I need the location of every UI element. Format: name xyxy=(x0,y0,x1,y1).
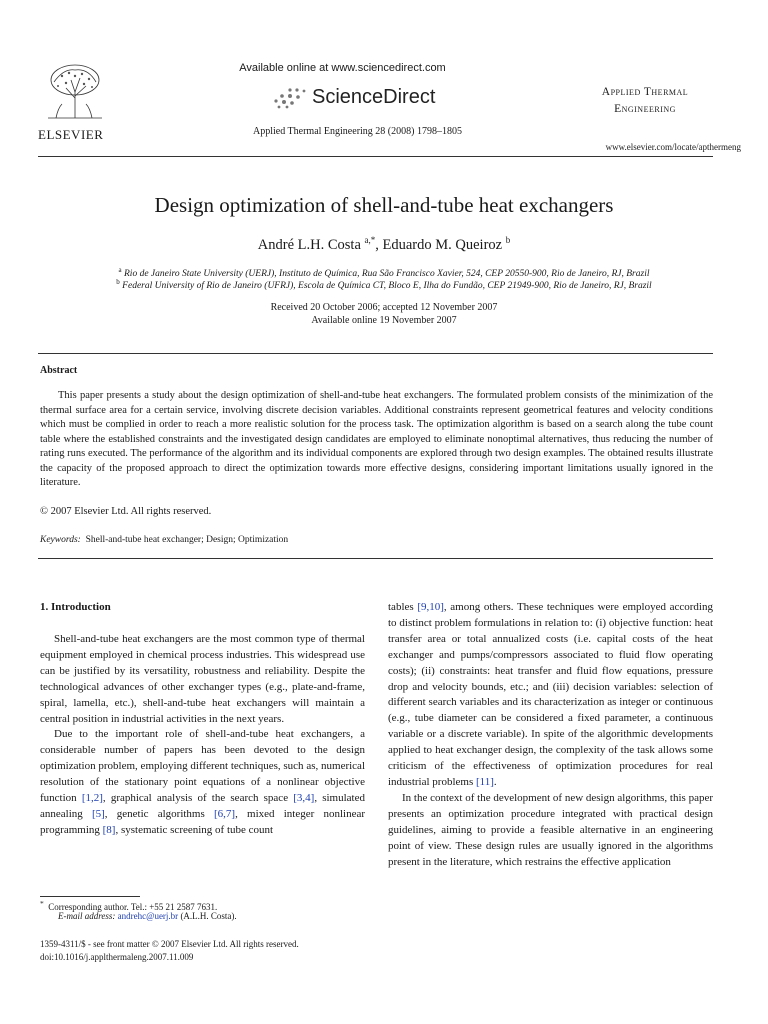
left-column xyxy=(40,632,365,839)
abstract-copyright: © 2007 Elsevier Ltd. All rights reserved. xyxy=(40,506,212,517)
body-text: , graphical analysis of the search space xyxy=(102,792,294,805)
journal-name-line2: Engineering xyxy=(614,103,676,115)
body-paragraph xyxy=(40,727,365,838)
received-date: Received 20 October 2006; accepted 12 November 2007 xyxy=(270,302,498,313)
affiliation-marker: a xyxy=(118,266,122,274)
affiliation-b xyxy=(40,278,728,291)
body-text: Due to the important role of shell-and-tube heat exchangers, a considerable number of papers has been devoted to the design optimization problem, employing different techniques, such as, numerical resolution of the stationary point equations of a nonlinear objective function xyxy=(40,728,365,805)
issn-copyright: 1359-4311/$ - see front matter © 2007 Elsevier Ltd. All rights reserved. xyxy=(40,939,299,949)
available-online-text: Available online at www.sciencedirect.com xyxy=(239,62,446,74)
header-divider xyxy=(38,156,713,157)
body-text: , among others. These techniques were employed according to distinct problem formulations in relation to: (i) objective function: heat transfer area or total annualized costs (i.e. capital costs of the heat exchanger and pumps/compressors associated to fluid flow operating costs); (ii) constraints: heat transfer and fluid flow equations, pressure drop and velocity bounds, etc.; and (iii) decision variables: selection of different search variables and its characterization as integer or continuous (e.g., tube diameter can be considered a fixed parameter, a continuous variable or a discrete variable). In spite of the algorithmic developments applied to heat exchanger design, the complexity of the task allows some criticism of the effectiveness of optimization procedures for real industrial problems xyxy=(388,601,713,788)
publisher-name: ELSEVIER xyxy=(38,127,104,142)
citation-link[interactable]: [5] xyxy=(91,807,105,820)
body-text: , genetic algorithms xyxy=(104,807,214,820)
body-paragraph: Shell-and-tube heat exchangers are the most common type of thermal equipment employed in chemical process industries. This widespread use can be justified by its versatility, robustness and reliability. Despite the technological advances of other exchanger types (e.g., plate-and-frame, spiral, lamella, etc.), shell-and-tube heat exchangers will maintain a central position in industrial activities in the next years. xyxy=(40,633,365,725)
email-footnote xyxy=(58,910,237,923)
body-text: , systematic screening of tube count xyxy=(115,823,274,836)
journal-reference: Applied Thermal Engineering 28 (2008) 1798–1805 xyxy=(253,126,462,137)
citation-link[interactable]: [6,7] xyxy=(213,807,236,820)
citation-link[interactable]: [8] xyxy=(102,823,116,836)
citation-link[interactable]: [1,2] xyxy=(81,792,103,805)
author-name: André L.H. Costa xyxy=(257,236,361,253)
affiliation-text: Federal University of Rio de Janeiro (UFRJ), Escola de Química CT, Bloco E, Ilha do Fundão, CEP 21949-900, Rio de Janeiro, RJ, Brazil xyxy=(122,281,652,292)
affiliation-marker: b xyxy=(116,278,120,286)
affiliation-text: Rio de Janeiro State University (UERJ), Instituto de Química, Rua São Francisco Xavier, 524, CEP 20550-900, Rio de Janeiro, RJ, Brazil xyxy=(124,269,650,280)
abstract-bottom-divider xyxy=(38,558,713,559)
footnote-text: Corresponding author. Tel.: +55 21 2587 7631. xyxy=(48,902,218,912)
email-link[interactable]: andrehc@uerj.br xyxy=(117,911,179,921)
author-list xyxy=(0,235,768,254)
author-name: Eduardo M. Queiroz xyxy=(382,236,503,253)
article-title: Design optimization of shell-and-tube heat exchangers xyxy=(154,193,614,217)
email-suffix: (A.L.H. Costa). xyxy=(178,911,237,921)
body-text: , mixed integer nonlinear programming xyxy=(40,807,366,836)
keywords xyxy=(40,535,288,545)
body-text: , simulated annealing xyxy=(40,792,365,820)
abstract-top-divider xyxy=(38,353,713,354)
footnote-marker: * xyxy=(40,899,44,908)
sciencedirect-logo xyxy=(270,86,435,109)
citation-link[interactable]: [11] xyxy=(476,775,494,788)
citation-link[interactable]: [9,10] xyxy=(417,601,444,613)
citation-link[interactable]: [3,4] xyxy=(293,792,315,805)
author-separator: , xyxy=(375,236,383,253)
journal-name-line1: Applied Thermal xyxy=(601,86,689,98)
body-paragraph xyxy=(388,600,713,791)
sciencedirect-wordmark: ScienceDirect xyxy=(312,86,436,108)
available-date: Available online 19 November 2007 xyxy=(311,315,457,326)
abstract-text: This paper presents a study about the design optimization of shell-and-tube heat exchangers. The formulated problem consists of the minimization of the thermal surface area for a certain service, involving discrete decision variables. Additional constraints represent geometrical features and velocity conditions which must be complied in order to reach a more realistic solution for the process task. The optimization algorithm is based on a search along the tube count table where the established constraints and the investigated design candidates are employed to eliminate nonoptimal alternatives, thus reducing the number of rating runs executed. The performance of the algorithm and its individual components are explored through two design examples. The obtained results illustrate the capacity of the proposed approach to direct the optimization towards more effective designs, considering important limitations usually ignored in the literature. xyxy=(40,390,713,488)
journal-url-link[interactable]: www.elsevier.com/locate/apthermeng xyxy=(605,142,741,152)
body-text: tables xyxy=(388,601,418,613)
body-paragraph: In the context of the development of new design algorithms, this paper presents an optimization procedure integrated with practical design guidelines, aiming to provide a feasible alternative in an engineering point of view. These design rules are usually ignored in the algorithms present in the literature, which restrains the effective application xyxy=(388,791,713,868)
doi-link[interactable]: doi:10.1016/j.applthermaleng.2007.11.009 xyxy=(40,952,194,962)
journal-name xyxy=(560,84,730,118)
keywords-list: Shell-and-tube heat exchanger; Design; Optimization xyxy=(85,535,289,545)
email-label: E-mail address: xyxy=(58,911,116,921)
sciencedirect-dots-icon xyxy=(270,87,310,109)
right-column xyxy=(388,600,713,870)
body-text: . xyxy=(493,775,497,788)
section-heading: 1. Introduction xyxy=(40,601,111,613)
author-affiliation-marker[interactable]: a,* xyxy=(364,235,376,245)
author-affiliation-marker[interactable]: b xyxy=(505,235,511,245)
abstract-heading: Abstract xyxy=(40,365,78,376)
keywords-label: Keywords: xyxy=(40,535,81,545)
